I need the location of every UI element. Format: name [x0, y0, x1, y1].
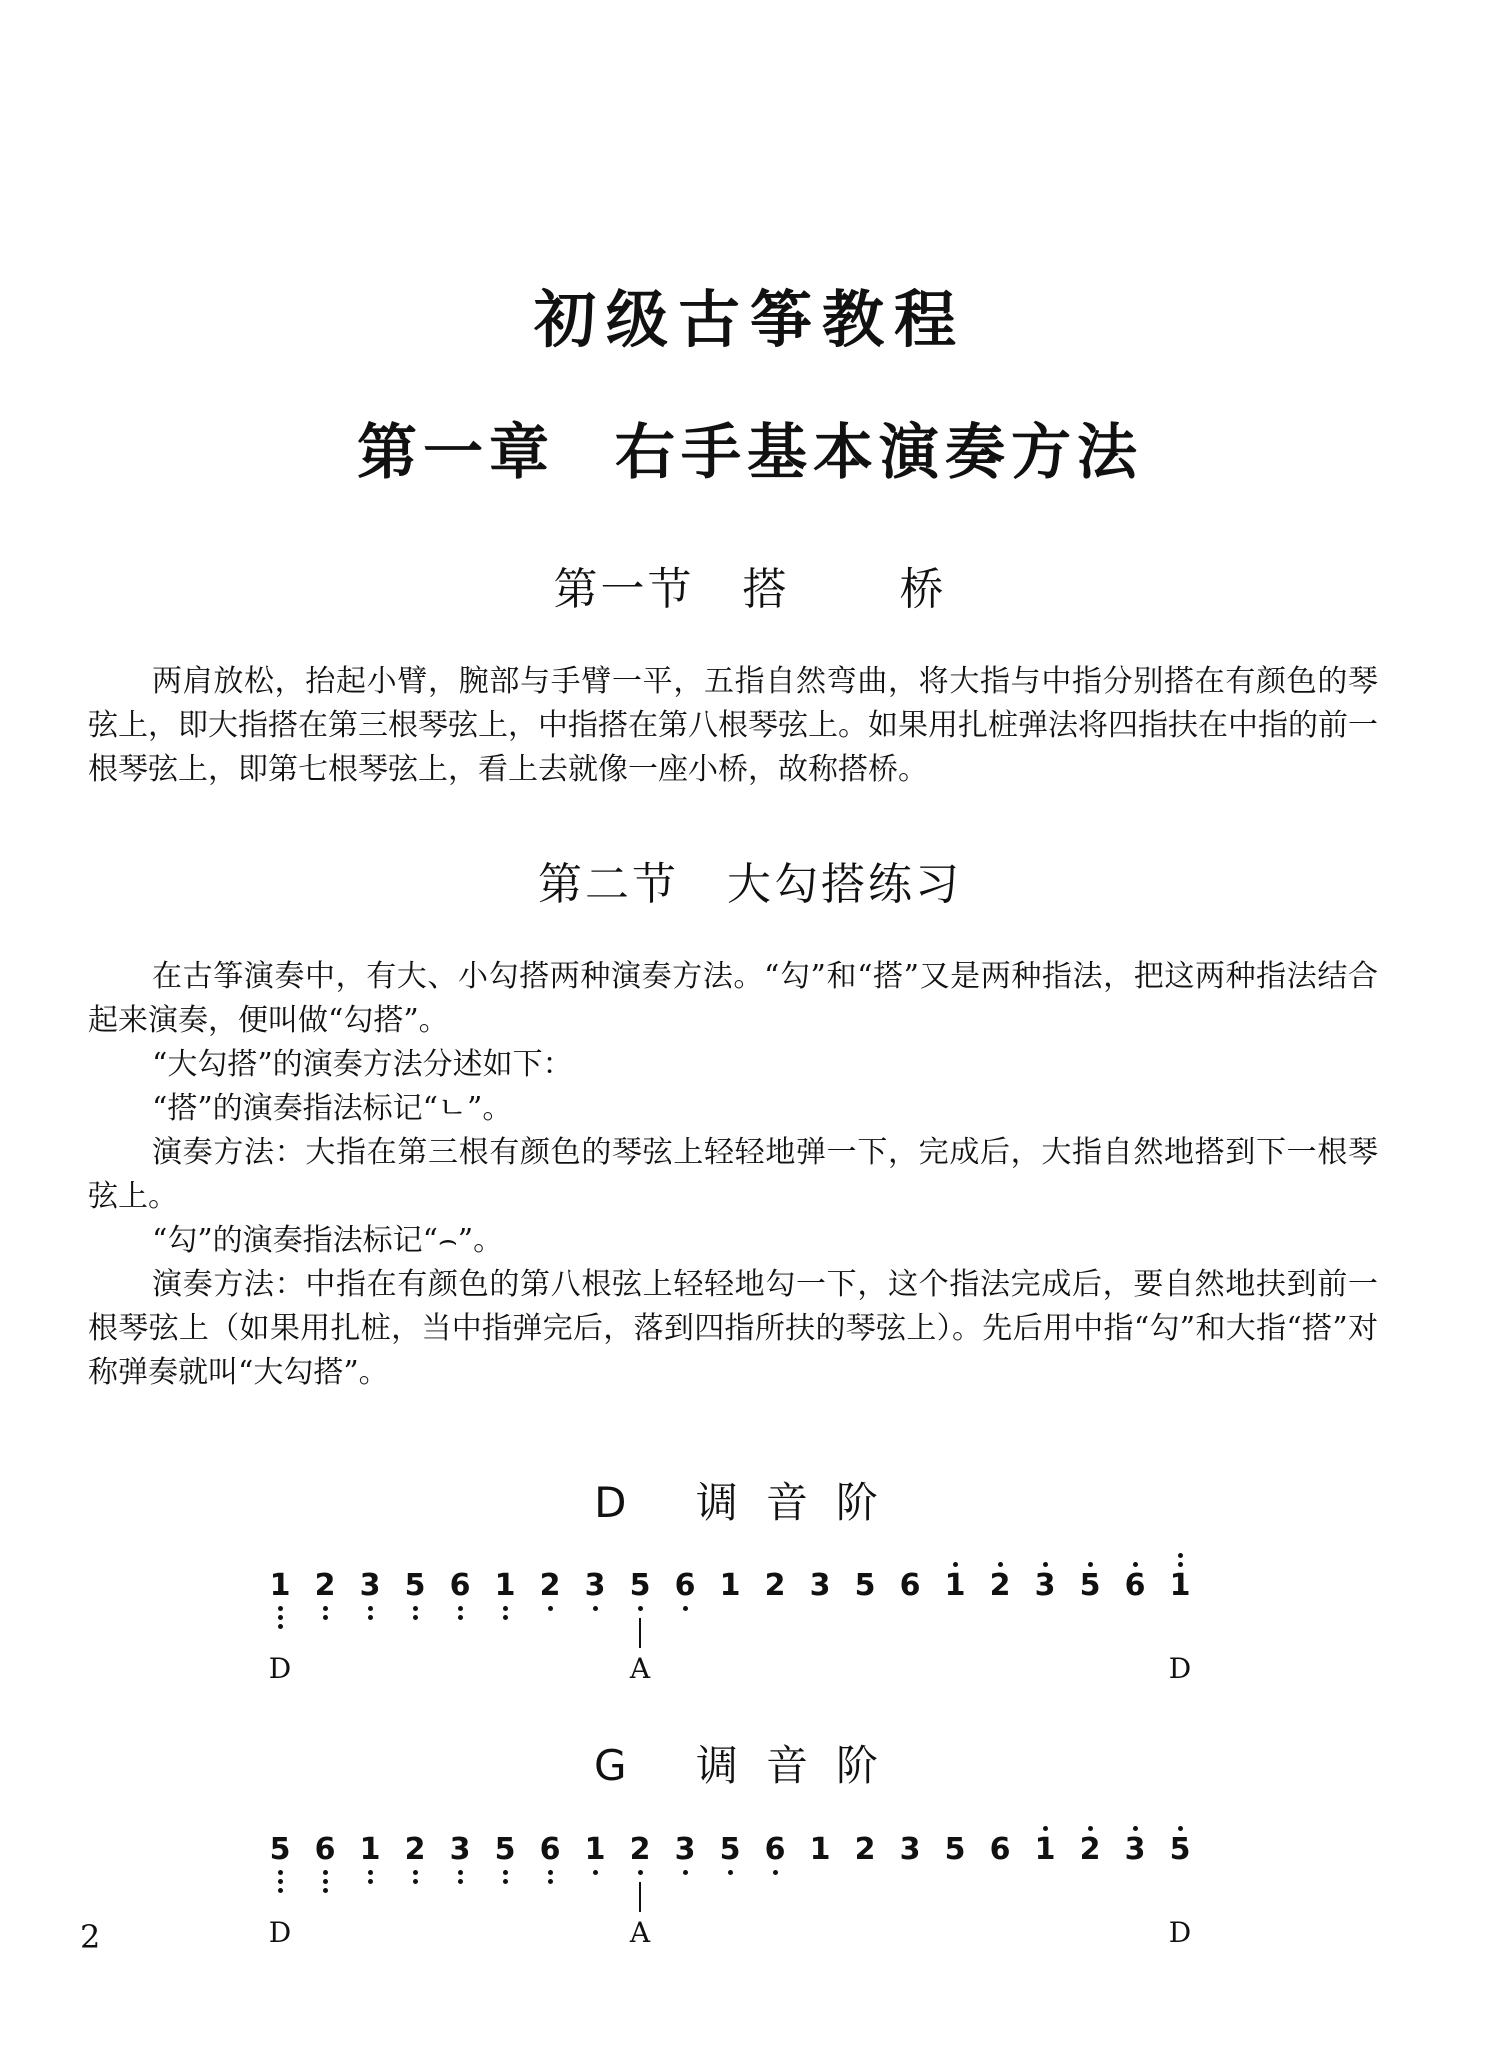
- section-2-paragraph-1: 在古筝演奏中，有大、小勾搭两种演奏方法。“勾”和“搭”又是两种指法，把这两种指法结合起来演奏，便叫做“勾搭”。: [88, 959, 1378, 1038]
- scale-note: 2: [310, 1568, 340, 1604]
- scale-note: 6: [899, 1568, 921, 1603]
- chapter-name: 右手基本演奏方法: [615, 418, 1143, 488]
- octave-down-dot: [593, 1870, 598, 1875]
- section-1-number: 第一节: [553, 564, 695, 615]
- octave-down-dot: [548, 1870, 553, 1875]
- scale-note: 1: [809, 1832, 831, 1867]
- scale-note: 5: [854, 1568, 876, 1603]
- scale-note: 1: [719, 1568, 741, 1603]
- section-2-paragraph-3: “搭”的演奏指法标记“ㄴ”。: [152, 1091, 513, 1126]
- octave-down-dot: [458, 1606, 463, 1611]
- section-2-paragraph-4: 演奏方法：大指在第三根有颜色的琴弦上轻轻地弹一下，完成后，大指自然地搭到下一根琴弦上。: [88, 1135, 1378, 1214]
- scale-note: 5: [400, 1568, 430, 1604]
- book-title: 初级古筝教程: [533, 283, 966, 356]
- scale-note: 6: [535, 1832, 565, 1868]
- scale-note: 5: [490, 1832, 520, 1868]
- octave-down-dot: [368, 1606, 373, 1611]
- octave-down-dot: [728, 1870, 733, 1875]
- octave-down-dot: [548, 1606, 553, 1611]
- octave-up-dot: [1088, 1562, 1093, 1567]
- string-marker-label: D: [1168, 1916, 1192, 1949]
- octave-down-dot: [683, 1870, 688, 1875]
- scale-note: 5: [944, 1832, 966, 1867]
- octave-down-dot: [413, 1870, 418, 1875]
- section-1-title: [0, 553, 1500, 617]
- octave-down-dot: [368, 1879, 373, 1884]
- octave-up-dot: [1088, 1826, 1093, 1831]
- octave-up-dot: [953, 1562, 958, 1567]
- scale-note: 6: [760, 1832, 790, 1868]
- section-2-paragraph-5: “勾”的演奏指法标记“⌢”。: [152, 1223, 504, 1258]
- section-2-name: 大勾搭练习: [727, 859, 962, 910]
- scale-note: 6: [670, 1568, 700, 1604]
- octave-up-dot: [1178, 1826, 1183, 1831]
- octave-down-dot: [368, 1870, 373, 1875]
- d-scale-title: D 调音阶: [594, 1478, 906, 1527]
- string-marker-label: D: [1168, 1652, 1192, 1685]
- octave-up-dot: [1043, 1826, 1048, 1831]
- octave-up-dot: [1133, 1562, 1138, 1567]
- string-marker-label: D: [268, 1916, 292, 1949]
- scale-note: 3: [670, 1832, 700, 1868]
- scale-note: 1: [355, 1832, 385, 1868]
- chapter-number: 第一章: [357, 418, 555, 488]
- octave-down-dot: [683, 1606, 688, 1611]
- scale-note: 6: [445, 1568, 475, 1604]
- octave-down-dot: [773, 1870, 778, 1875]
- octave-down-dot: [458, 1879, 463, 1884]
- scale-note: 6: [1120, 1568, 1150, 1604]
- section-1-name-a: 搭: [742, 564, 790, 615]
- octave-down-dot: [278, 1879, 283, 1884]
- string-marker-label: D: [268, 1652, 292, 1685]
- scale-note: 1: [940, 1568, 970, 1604]
- octave-down-dot: [548, 1879, 553, 1884]
- scale-note: 3: [355, 1568, 385, 1604]
- string-marker-label: A: [629, 1652, 651, 1685]
- scale-note: 2: [985, 1568, 1015, 1604]
- octave-down-dot: [638, 1606, 643, 1611]
- octave-down-dot: [413, 1615, 418, 1620]
- scale-note: 3: [445, 1832, 475, 1868]
- scale-note: 5: [1075, 1568, 1105, 1604]
- section-2-paragraph-6: 演奏方法：中指在有颜色的第八根弦上轻轻地勾一下，这个指法完成后，要自然地扶到前一根琴弦上（如果用扎桩，当中指弹完后，落到四指所扶的琴弦上）。先后用中指“勾”和大指“搭”对称弹奏就叫“大勾搭”。: [88, 1267, 1378, 1390]
- octave-down-dot: [323, 1615, 328, 1620]
- octave-down-dot: [278, 1624, 283, 1629]
- octave-down-dot: [503, 1615, 508, 1620]
- string-marker-tick: [639, 1882, 641, 1912]
- scale-note: 5: [715, 1832, 745, 1868]
- scale-note: 1: [1030, 1832, 1060, 1868]
- scale-note: 2: [625, 1832, 655, 1868]
- octave-down-dot: [278, 1615, 283, 1620]
- scale-note: 1: [1165, 1568, 1195, 1604]
- scale-note: 6: [310, 1832, 340, 1868]
- scale-note: 2: [764, 1568, 786, 1603]
- scale-note: 3: [809, 1568, 831, 1603]
- octave-down-dot: [278, 1870, 283, 1875]
- octave-down-dot: [278, 1888, 283, 1893]
- scale-note: 2: [1075, 1832, 1105, 1868]
- g-scale-notes: [260, 1832, 1200, 1949]
- octave-up-dot: [1178, 1562, 1183, 1567]
- scale-note: 2: [400, 1832, 430, 1868]
- octave-down-dot: [413, 1879, 418, 1884]
- octave-down-dot: [638, 1870, 643, 1875]
- octave-down-dot: [278, 1606, 283, 1611]
- octave-down-dot: [593, 1606, 598, 1611]
- d-scale-notes: [260, 1568, 1200, 1685]
- octave-down-dot: [413, 1606, 418, 1611]
- octave-up-dot: [1133, 1826, 1138, 1831]
- octave-down-dot: [458, 1615, 463, 1620]
- scale-note: 3: [1120, 1832, 1150, 1868]
- string-marker-label: A: [629, 1916, 651, 1949]
- scale-note: 3: [899, 1832, 921, 1867]
- octave-down-dot: [368, 1615, 373, 1620]
- octave-down-dot: [323, 1888, 328, 1893]
- octave-up-dot: [1178, 1553, 1183, 1558]
- octave-down-dot: [323, 1870, 328, 1875]
- octave-up-dot: [998, 1562, 1003, 1567]
- section-2-paragraph-2: “大勾搭”的演奏方法分述如下：: [152, 1047, 573, 1082]
- scale-note: 1: [265, 1568, 295, 1604]
- octave-up-dot: [1043, 1562, 1048, 1567]
- section-2-body: [88, 955, 1378, 1395]
- g-scale-title: G 调音阶: [594, 1741, 906, 1790]
- scale-note: 2: [535, 1568, 565, 1604]
- page-number: 2: [80, 1918, 101, 1956]
- chapter-title: [0, 405, 1500, 491]
- scale-note: 6: [989, 1832, 1011, 1867]
- scale-note: 3: [1030, 1568, 1060, 1604]
- scale-note: 1: [580, 1832, 610, 1868]
- scale-note: 5: [625, 1568, 655, 1604]
- section-1-paragraph: 两肩放松，抬起小臂，腕部与手臂一平，五指自然弯曲，将大指与中指分别搭在有颜色的琴弦上，即大指搭在第三根琴弦上，中指搭在第八根琴弦上。如果用扎桩弹法将四指扶在中指的前一根琴弦上，即第七根琴弦上，看上去就像一座小桥，故称搭桥。: [88, 664, 1378, 787]
- section-2-title: [0, 848, 1500, 912]
- string-marker-tick: [639, 1618, 641, 1648]
- scale-note: 5: [265, 1832, 295, 1868]
- octave-down-dot: [458, 1870, 463, 1875]
- scale-note: 3: [580, 1568, 610, 1604]
- octave-down-dot: [323, 1606, 328, 1611]
- octave-down-dot: [503, 1879, 508, 1884]
- scale-note: 1: [490, 1568, 520, 1604]
- octave-down-dot: [503, 1606, 508, 1611]
- scale-note: 5: [1165, 1832, 1195, 1868]
- section-2-number: 第二节: [538, 859, 679, 910]
- scale-note: 2: [854, 1832, 876, 1867]
- section-1-name-b: 桥: [899, 564, 947, 615]
- octave-down-dot: [503, 1870, 508, 1875]
- section-1-body: [88, 660, 1378, 792]
- octave-down-dot: [323, 1879, 328, 1884]
